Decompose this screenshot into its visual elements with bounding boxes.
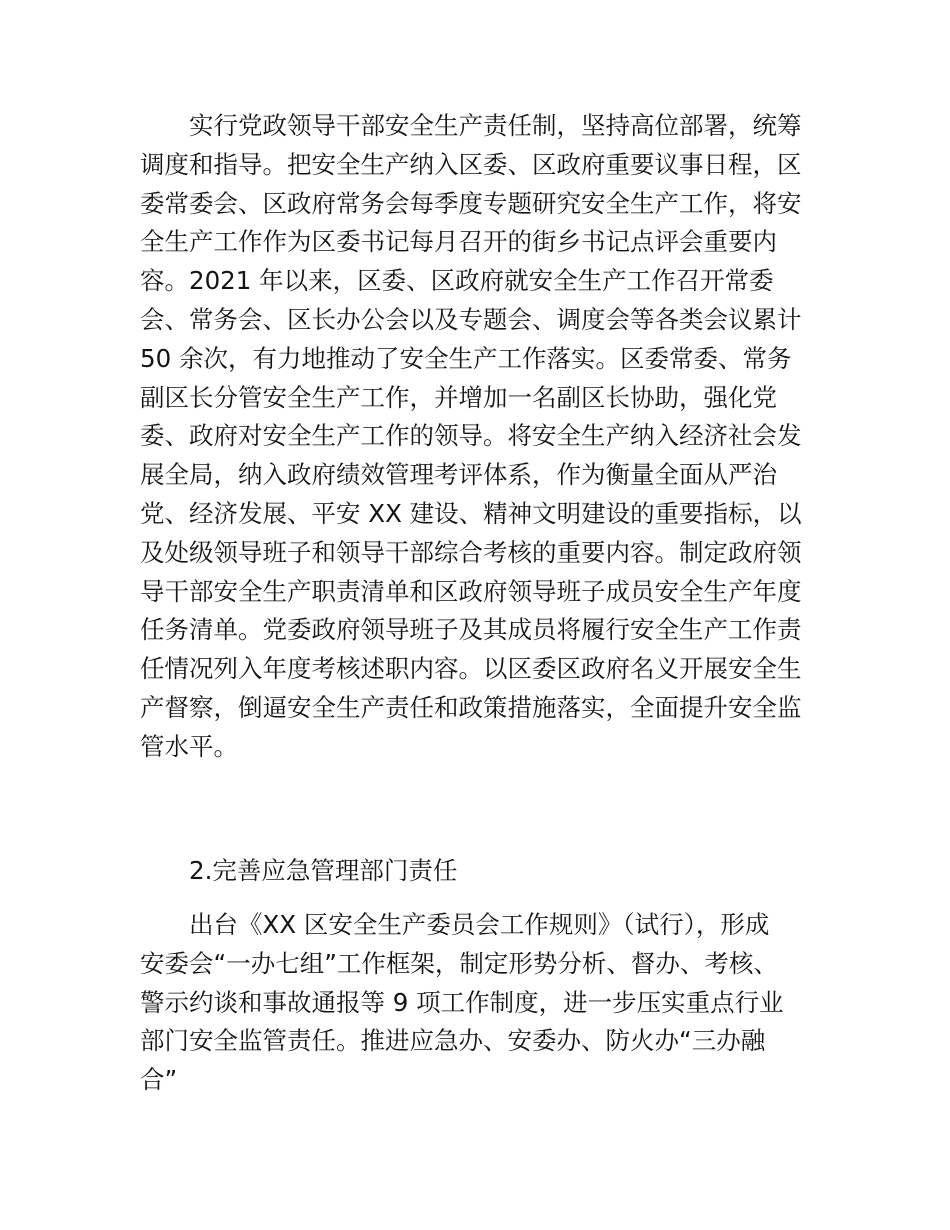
heading-text: 2.完善应急管理部门责任: [189, 856, 458, 885]
paragraph-line: 副区长分管安全生产工作，并增加一名副区长协助，强化党: [140, 382, 777, 412]
paragraph-line: 容。2021 年以来，区委、区政府就安全生产工作召开常委: [140, 266, 774, 296]
section-heading: [140, 852, 812, 891]
paragraph-line: 委、政府对安全生产工作的领导。将安全生产纳入经济社会发: [140, 421, 802, 451]
paragraph-line: 合”: [140, 1065, 178, 1095]
paragraph-line: 全生产工作作为区委书记每月召开的街乡书记点评会重要内: [140, 227, 777, 257]
paragraph-line: 50 余次，有力地推动了安全生产工作落实。区委常委、常务: [140, 343, 792, 373]
paragraph-1: [140, 107, 812, 767]
paragraph-line: 管水平。: [140, 731, 238, 761]
paragraph-line: 及处级领导班子和领导干部综合考核的重要内容。制定政府领: [140, 537, 802, 567]
paragraph-line: 会、常务会、区长办公会以及专题会、调度会等各类会议累计: [140, 304, 802, 334]
paragraph-line: 部门安全监管责任。推进应急办、安委办、防火办“三办融: [140, 1026, 766, 1056]
paragraph-line: 警示约谈和事故通报等 9 项工作制度，进一步压实重点行业: [140, 987, 784, 1017]
paragraph-line: 委常委会、区政府常务会每季度专题研究安全生产工作，将安: [140, 188, 802, 218]
paragraph-2: [140, 906, 812, 1100]
paragraph-line: 产督察，倒逼安全生产责任和政策措施落实，全面提升安全监: [140, 692, 802, 722]
paragraph-line: 任务清单。党委政府领导班子及其成员将履行安全生产工作责: [140, 615, 802, 645]
paragraph-line: 实行党政领导干部安全生产责任制，坚持高位部署，统筹: [189, 111, 802, 140]
paragraph-line: 展全局，纳入政府绩效管理考评体系，作为衡量全面从严治: [140, 460, 777, 490]
paragraph-line: 调度和指导。把安全生产纳入区委、区政府重要议事日程，区: [140, 149, 802, 179]
paragraph-line: 导干部安全生产职责清单和区政府领导班子成员安全生产年度: [140, 576, 802, 606]
paragraph-line: 任情况列入年度考核述职内容。以区委区政府名义开展安全生: [140, 654, 802, 684]
paragraph-line: 安委会“一办七组”工作框架，制定形势分析、督办、考核、: [140, 948, 778, 978]
paragraph-line: 出台《XX 区安全生产委员会工作规则》（试行），形成: [189, 910, 770, 939]
paragraph-line: 党、经济发展、平安 XX 建设、精神文明建设的重要指标，以: [140, 498, 802, 528]
